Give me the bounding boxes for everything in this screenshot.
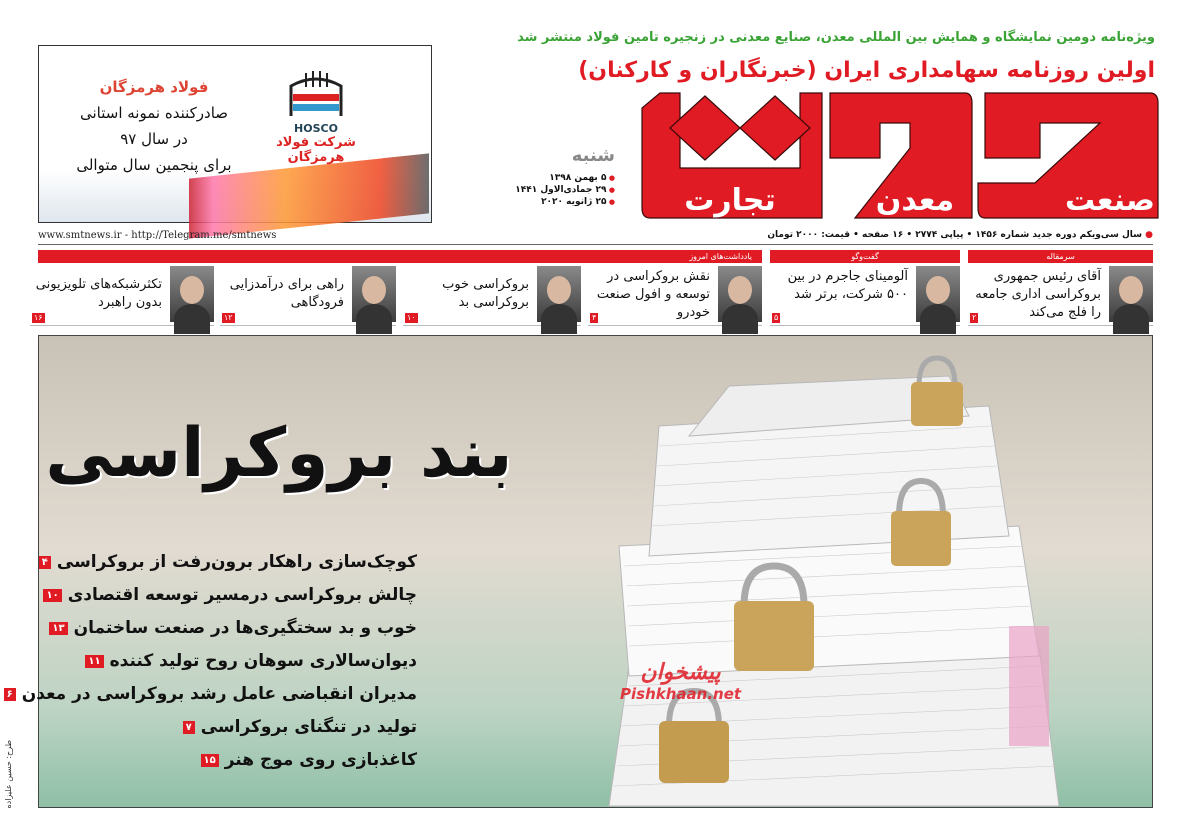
watermark-fa: پیشخوان: [640, 660, 721, 685]
page-number: ۴: [39, 556, 51, 569]
logo-word-1: صنعت: [1065, 183, 1155, 218]
advertisement[interactable]: [38, 45, 432, 223]
ad-line: صادرکننده نمونه استانی: [79, 104, 228, 122]
list-item-text: دیوان‌سالاری سوهان روح تولید کننده: [109, 651, 417, 671]
author-photo: [170, 266, 214, 322]
list-item-text: کاغذبازی روی موج هنر: [224, 750, 417, 770]
masthead-logo: [640, 88, 1160, 223]
page-number: ۱۶: [34, 313, 43, 322]
list-item[interactable]: [52, 612, 417, 645]
padlock-icon: [911, 358, 963, 426]
section-notes-header: یادداشت‌های امروز: [38, 250, 762, 263]
website-links[interactable]: www.smtnews.ir - http://Telegram.me/smtnews: [38, 230, 277, 241]
page-number: ۱۰: [407, 313, 416, 322]
top-announcement: ویژه‌نامه دومین نمایشگاه و همایش بین المللی معدن، صنایع معدنی در زنجیره تامین فولاد منتشر شد: [517, 30, 1155, 45]
page-number: ۱۰: [43, 589, 61, 602]
page-number: ۵: [774, 313, 779, 322]
page-number: ۱۱: [85, 655, 103, 668]
page-number: ۴: [592, 313, 597, 322]
notes-item[interactable]: [403, 266, 581, 326]
masthead-subtitle: اولین روزنامه سهامداری ایران (خبرنگاران و کارکنان): [578, 58, 1155, 83]
list-item[interactable]: [6, 678, 417, 711]
item-title: راهی برای درآمدزایی فرودگاهی: [229, 277, 344, 310]
main-headline: بند بروکراسی: [45, 414, 513, 493]
ad-text: [59, 74, 249, 178]
hosco-en: HOSCO: [294, 122, 338, 135]
logo-word-2: معدن: [875, 183, 955, 218]
hosco-fa: شرکت فولاد هرمزگان: [276, 135, 356, 165]
notes-item[interactable]: [30, 266, 214, 326]
ad-title: فولاد هرمزگان: [99, 78, 209, 96]
editorial-item[interactable]: [968, 266, 1153, 326]
page-number: ۲: [972, 313, 977, 322]
watermark: [620, 660, 741, 703]
list-item-text: خوب و بد سختگیری‌ها در صنعت ساختمان: [73, 618, 417, 638]
item-title: نقش بروکراسی در توسعه و افول صنعت خودرو: [596, 269, 710, 320]
page-number: ۶: [4, 688, 16, 701]
list-item[interactable]: [57, 711, 417, 744]
list-item[interactable]: [57, 645, 417, 678]
design-credit: طرح: حسین علیزاده: [4, 740, 13, 809]
author-photo: [352, 266, 396, 322]
paper-stack-image: [569, 346, 1089, 806]
date-hijri: ● ۲۹ جمادی‌الاول ۱۴۴۱: [510, 184, 615, 196]
author-photo: [537, 266, 581, 322]
list-item-text: چالش بروکراسی درمسیر توسعه اقتصادی: [67, 585, 417, 605]
date-persian: ● ۵ بهمن ۱۳۹۸: [510, 172, 615, 184]
issue-info: ● سال سی‌ویکم دوره جدید شماره ۱۴۵۶ • پیاپی ۲۷۷۴ • ۱۶ صفحه • قیمت: ۲۰۰۰ تومان: [767, 230, 1153, 240]
page-number: ۱۳: [49, 622, 67, 635]
notes-item[interactable]: [588, 266, 762, 326]
date-block: [510, 145, 615, 208]
date-gregorian: ● ۲۵ ژانویه ۲۰۲۰: [510, 196, 615, 208]
page-number: ۱۵: [201, 754, 219, 767]
watermark-en: Pishkhaan.net: [620, 685, 742, 703]
list-item-text: تولید در تنگنای بروکراسی: [200, 717, 417, 737]
page-number: ۱۲: [224, 313, 233, 322]
list-item-text: کوچک‌سازی راهکار برون‌رفت از بروکراسی: [56, 552, 417, 572]
day-name: شنبه: [571, 145, 615, 166]
section-interview-header: گفت‌وگو: [770, 250, 960, 263]
item-title: تکثرشبکه‌های تلویزیونی بدون راهبرد: [35, 277, 162, 310]
ad-line: در سال ۹۷: [120, 130, 188, 148]
author-photo: [718, 266, 762, 322]
author-photo: [1109, 266, 1153, 322]
ad-line: برای پنجمین سال متوالی: [76, 156, 232, 174]
list-item-text: مدیران انقباضی عامل رشد بروکراسی در معدن: [21, 684, 417, 704]
notes-item[interactable]: [220, 266, 396, 326]
section-editorial-header: سرمقاله: [968, 250, 1153, 263]
hosco-logo: [261, 68, 371, 165]
item-title: آلومینای جاجرم در بین ۵۰۰ شرکت، برتر شد: [787, 269, 908, 302]
logo-word-3: تجارت: [684, 183, 776, 218]
divider: [38, 244, 1153, 245]
list-item[interactable]: [41, 546, 417, 579]
item-title: آقای رئیس جمهوری بروکراسی اداری جامعه را فلج می‌کند: [975, 269, 1101, 320]
factory-icon: [286, 68, 346, 118]
item-title: بروکراسی خوب بروکراسی بد: [442, 277, 529, 310]
author-photo: [916, 266, 960, 322]
list-item[interactable]: [46, 579, 417, 612]
list-item[interactable]: [57, 744, 417, 777]
interview-item[interactable]: [770, 266, 960, 326]
page-number: ۷: [183, 721, 195, 734]
headline-list: [6, 546, 417, 777]
